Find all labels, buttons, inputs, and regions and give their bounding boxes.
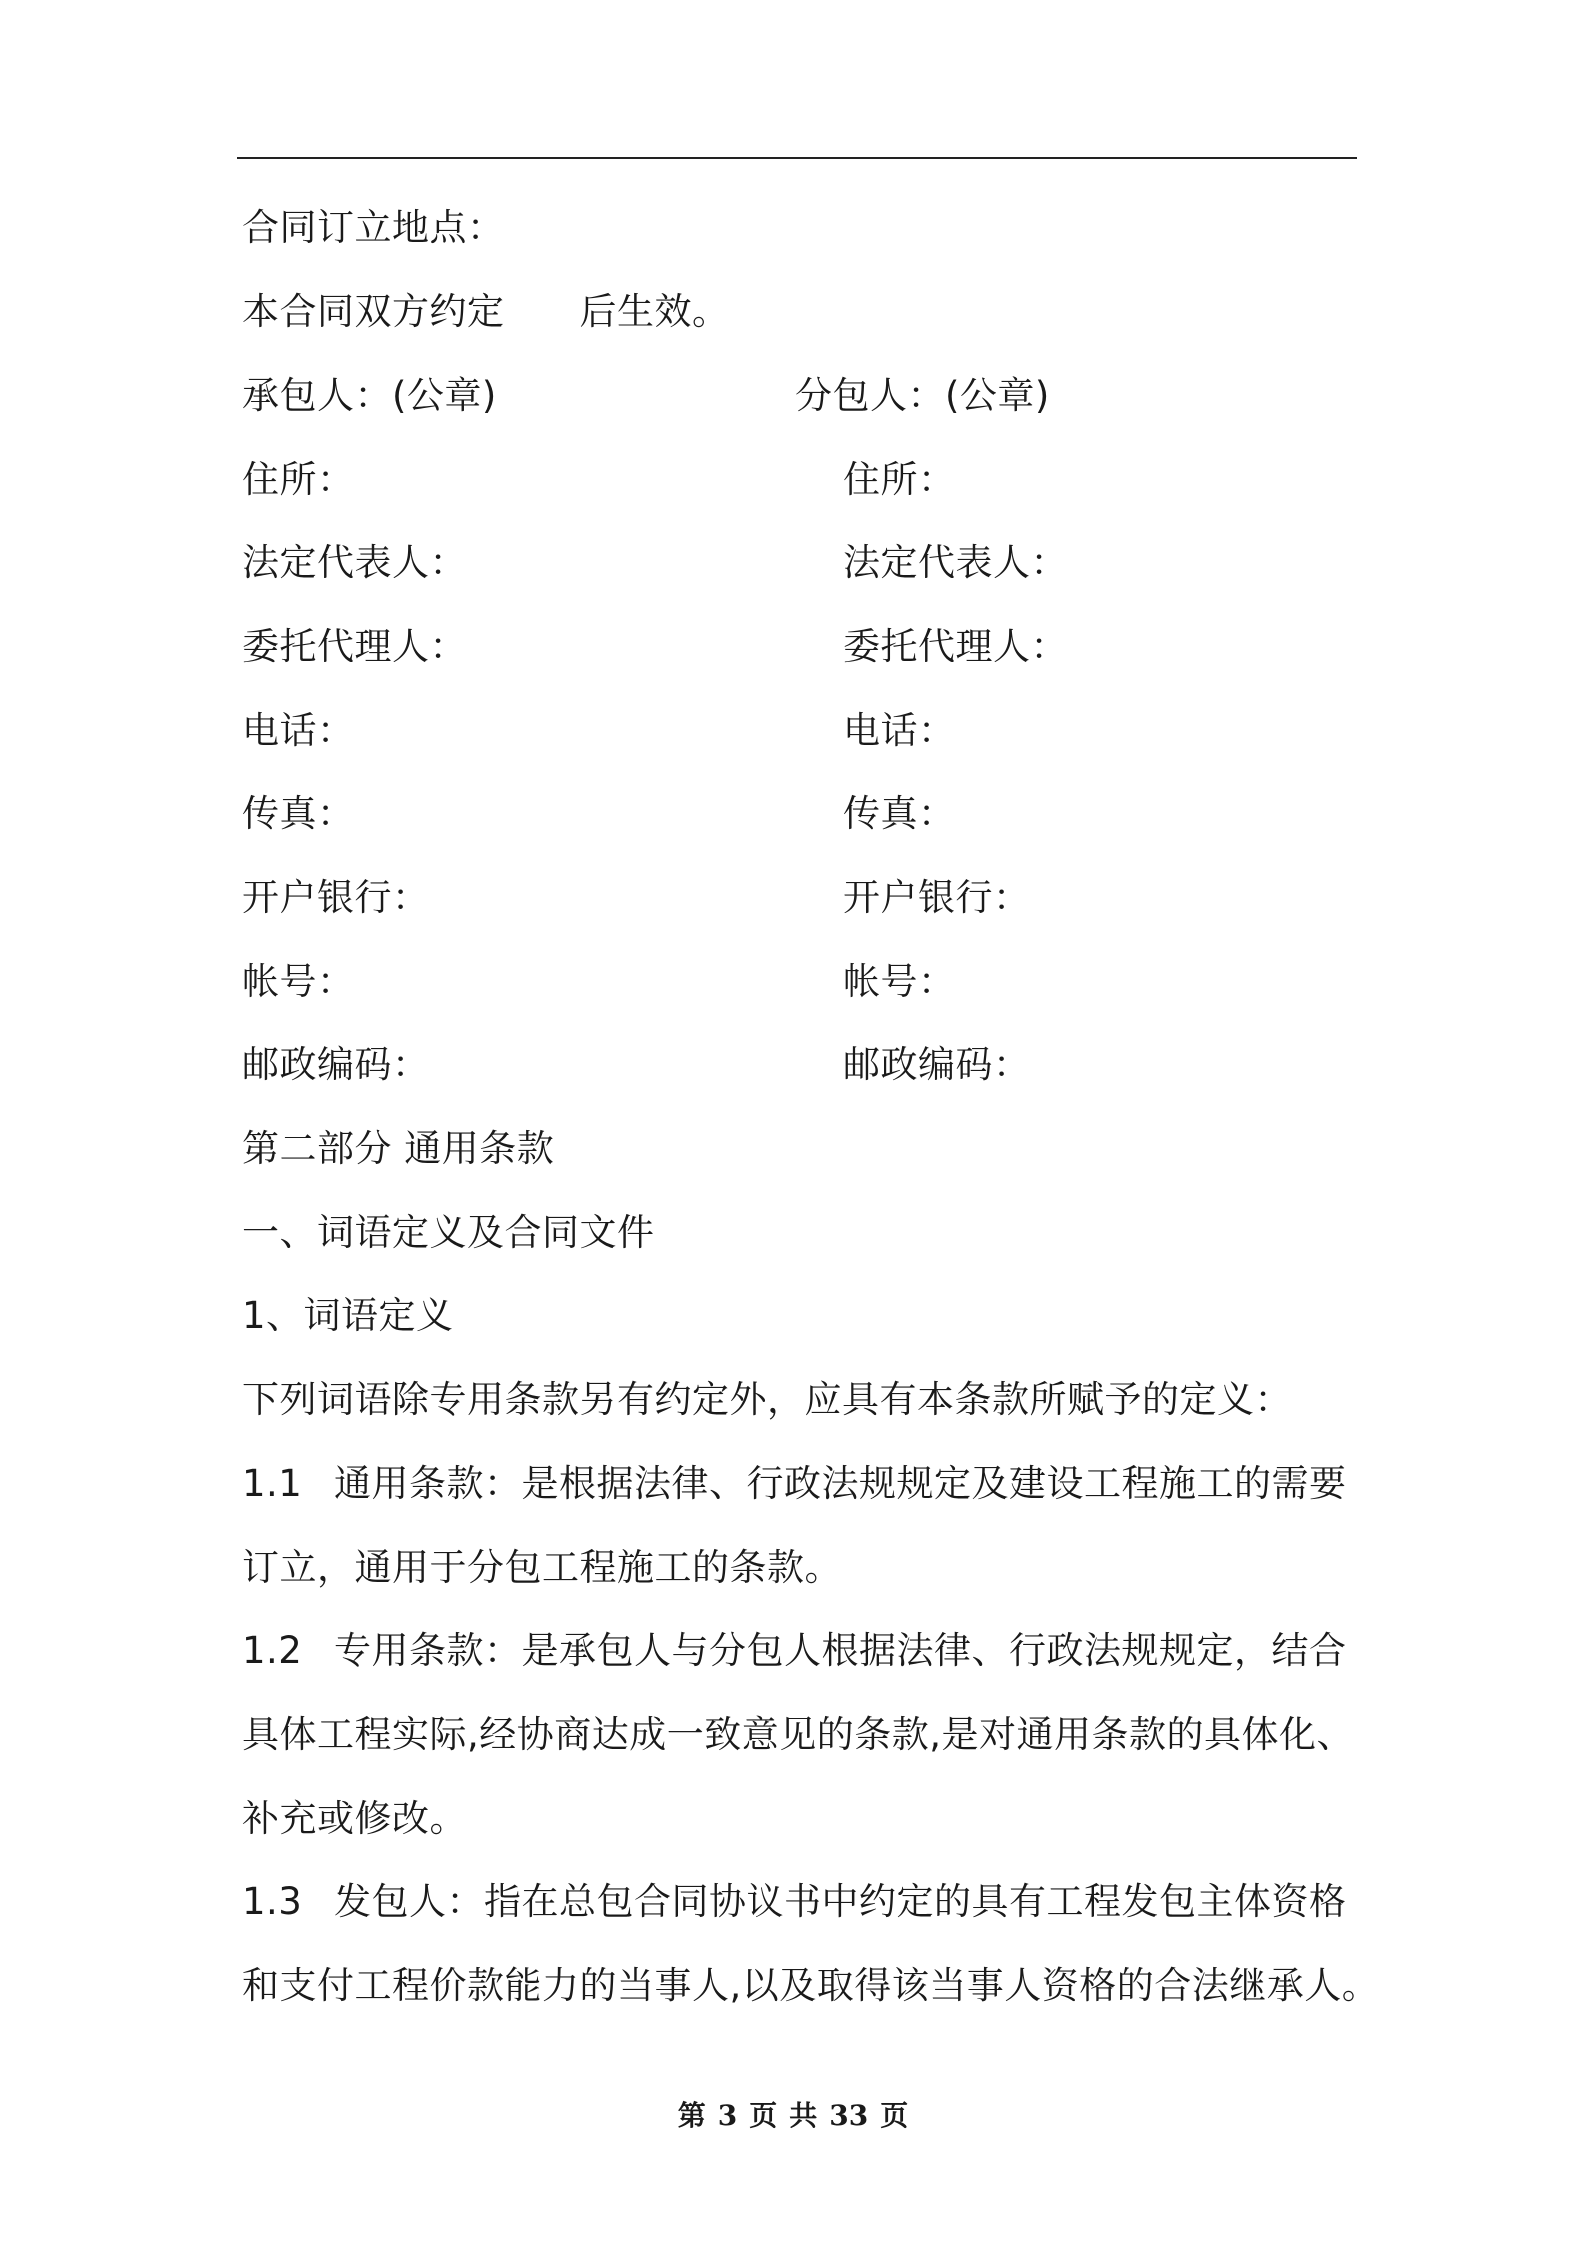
footer-word: 页 bbox=[749, 2099, 778, 2132]
contractor-field-agent: 委托代理人： bbox=[242, 625, 467, 668]
clause-text: 通用条款：是根据法律、行政法规规定及建设工程施工的需要 bbox=[334, 1462, 1347, 1505]
signing-place-line: 合同订立地点： bbox=[242, 206, 505, 249]
clause-1-3-line-2: 和支付工程价款能力的当事人,以及取得该当事人资格的合法继承人。 bbox=[242, 1964, 1380, 2007]
effect-line-start: 本合同双方约定 bbox=[242, 290, 505, 333]
header-rule bbox=[237, 157, 1357, 159]
contractor-field-postcode: 邮政编码： bbox=[242, 1043, 430, 1086]
subcontractor-field-postcode: 邮政编码： bbox=[843, 1043, 1031, 1086]
clause-number: 1.2 bbox=[242, 1629, 303, 1672]
subcontractor-title: 分包人：(公章) bbox=[795, 374, 1050, 417]
contractor-field-fax: 传真： bbox=[242, 792, 355, 835]
section-title: 一、词语定义及合同文件 bbox=[242, 1211, 655, 1254]
subcontractor-field-phone: 电话： bbox=[843, 709, 956, 752]
subcontractor-field-account: 帐号： bbox=[843, 960, 956, 1003]
clause-text: 发包人：指在总包合同协议书中约定的具有工程发包主体资格 bbox=[334, 1880, 1347, 1923]
clause-1-3-line-1 bbox=[242, 1880, 1347, 1924]
clause-number: 1.1 bbox=[242, 1462, 303, 1505]
contractor-field-account: 帐号： bbox=[242, 960, 355, 1003]
footer-word: 页 bbox=[880, 2099, 909, 2132]
subcontractor-field-bank: 开户银行： bbox=[843, 876, 1031, 919]
contractor-field-bank: 开户银行： bbox=[242, 876, 430, 919]
contractor-field-phone: 电话： bbox=[242, 709, 355, 752]
contractor-field-address: 住所： bbox=[242, 458, 355, 501]
clause-text: 专用条款：是承包人与分包人根据法律、行政法规规定，结合 bbox=[334, 1629, 1347, 1672]
clause-1-1-line-2: 订立，通用于分包工程施工的条款。 bbox=[242, 1546, 842, 1589]
intro-paragraph: 下列词语除专用条款另有约定外，应具有本条款所赋予的定义： bbox=[242, 1378, 1292, 1421]
page-footer bbox=[0, 2098, 1586, 2134]
clause-1-2-line-2: 具体工程实际,经协商达成一致意见的条款,是对通用条款的具体化、 bbox=[242, 1713, 1355, 1756]
current-page-number: 3 bbox=[717, 2099, 738, 2132]
subsection-title: 1、词语定义 bbox=[242, 1294, 454, 1337]
contractor-field-legal-rep: 法定代表人： bbox=[242, 541, 467, 584]
contractor-title: 承包人：(公章) bbox=[242, 374, 497, 417]
footer-word: 第 bbox=[677, 2099, 706, 2132]
subcontractor-field-address: 住所： bbox=[843, 458, 956, 501]
part-title: 第二部分 通用条款 bbox=[242, 1127, 555, 1170]
total-page-count: 33 bbox=[829, 2099, 869, 2132]
subcontractor-field-fax: 传真： bbox=[843, 792, 956, 835]
clause-1-1-line-1 bbox=[242, 1462, 1347, 1506]
clause-1-2-line-3: 补充或修改。 bbox=[242, 1797, 467, 1840]
clause-number: 1.3 bbox=[242, 1880, 303, 1923]
footer-word: 共 bbox=[789, 2099, 818, 2132]
effect-line-end: 后生效。 bbox=[579, 290, 730, 333]
effect-line bbox=[242, 290, 730, 334]
subcontractor-field-legal-rep: 法定代表人： bbox=[843, 541, 1068, 584]
clause-1-2-line-1 bbox=[242, 1629, 1347, 1673]
subcontractor-field-agent: 委托代理人： bbox=[843, 625, 1068, 668]
